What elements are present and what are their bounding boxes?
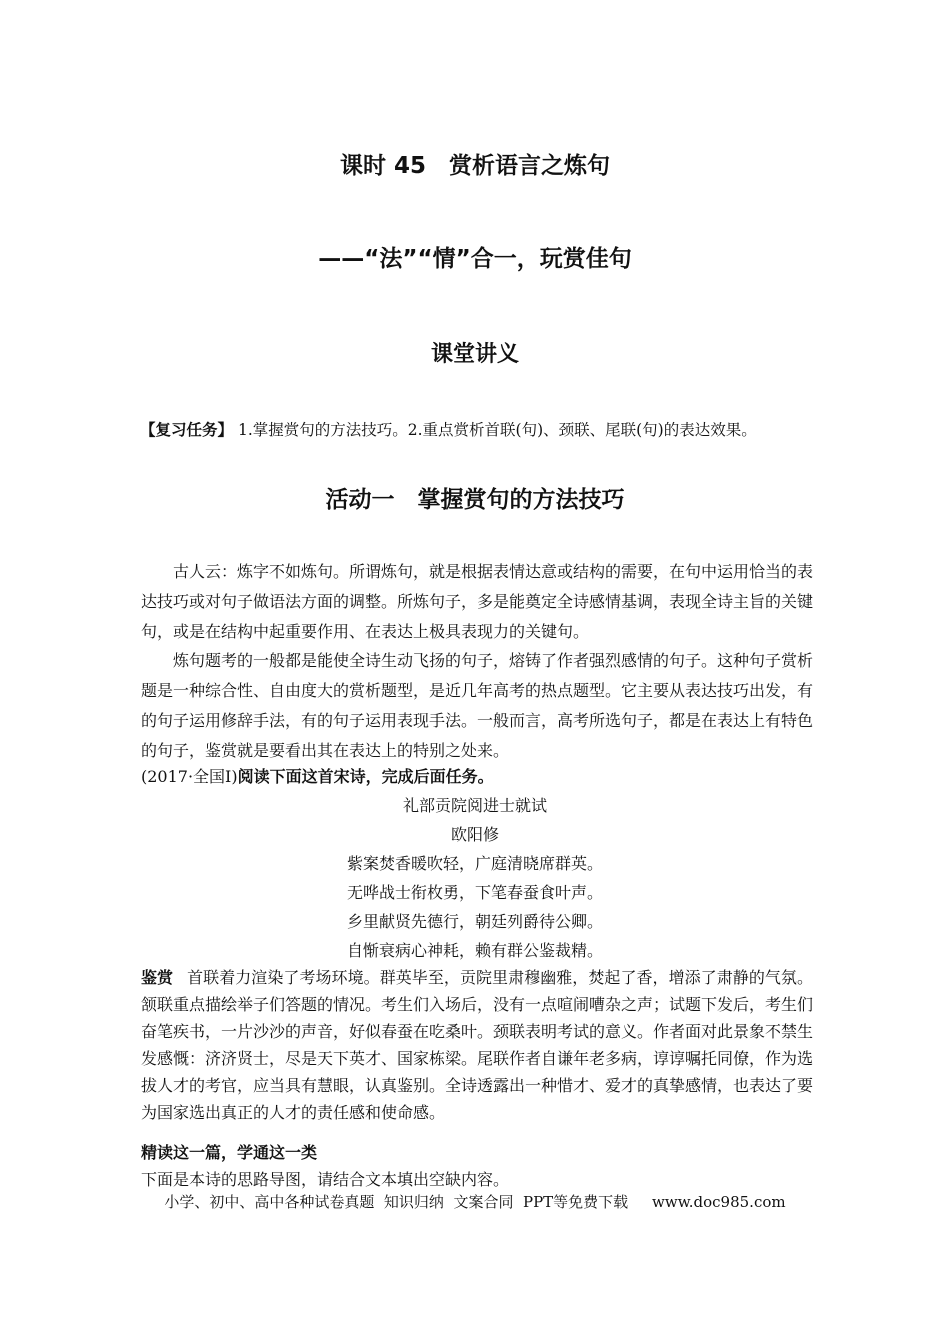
poem-line: 自惭衰病心神耗，赖有群公鉴裁精。 (346, 941, 603, 960)
poem-author: 欧阳修 (450, 825, 499, 844)
activity-title: 活动一 掌握赏句的方法技巧 (325, 487, 625, 513)
intro-paragraph-1: 古人云：炼字不如炼句。所谓炼句，就是根据表情达意或结构的需要，在句中运用恰当的表达技巧或对句子做语法方面的调整。所炼句子，多是能奠定全诗感情基调，表现全诗主旨的关键句，或是在结构中起重要作用、在表达上极具表现力的关键句。 (141, 562, 814, 641)
source-text: 阅读下面这首宋诗，完成后面任务。 (237, 767, 494, 786)
lesson-title: 课时 45 赏析语言之炼句 (339, 153, 610, 179)
review-task (140, 418, 757, 440)
poem-title: 礼部贡院阅进士就试 (402, 796, 547, 815)
poem-line: 乡里献贤先德行，朝廷列爵待公卿。 (346, 912, 603, 931)
lesson-subtitle: ——“法”“情”合一，玩赏佳句 (318, 246, 632, 272)
review-task-text: 1.掌握赏句的方法技巧。2.重点赏析首联(句)、颈联、尾联(句)的表达效果。 (237, 421, 757, 439)
footer-link[interactable]: 小学、初中、高中各种试卷真题 知识归纳 文案合同 PPT等免费下载 www.doc985.com (164, 1193, 786, 1211)
source-prefix: (2017·全国Ⅰ) (141, 767, 238, 786)
poem-line: 紫案焚香暖吹轻，广庭清晓席群英。 (346, 854, 603, 873)
intro-paragraph-2: 炼句题考的一般都是能使全诗生动飞扬的句子，熔铸了作者强烈感情的句子。这种句子赏析题是一种综合性、自由度大的赏析题型，是近几年高考的热点题型。它主要从表达技巧出发，有的句子运用修辞手法，有的句子运用表现手法。一般而言，高考所选句子，都是在表达上有特色的句子，鉴赏就是要看出其在表达上的特别之处来。 (141, 651, 814, 760)
review-task-label: 【复习任务】 (140, 421, 234, 439)
poem-line: 无哗战士衔枚勇，下笔春蚕食叶声。 (346, 883, 603, 902)
closing-instruction: 下面是本诗的思路导图，请结合文本填出空缺内容。 (141, 1170, 510, 1189)
closing-heading: 精读这一篇，学通这一类 (141, 1143, 318, 1162)
question-source (141, 764, 494, 787)
appreciation-paragraph (141, 964, 813, 1126)
appreciation-text: 首联着力渲染了考场环境。群英毕至，贡院里肃穆幽雅，焚起了香，增添了肃静的气氛。颔联重点描绘举子们答题的情况。考生们入场后，没有一点喧闹嘈杂之声；试题下发后，考生们奋笔疾书，一片沙沙的声音，好似春蚕在吃桑叶。颈联表明考试的意义。作者面对此景象不禁生发感慨：济济贤士，尽是天下英才、国家栋梁。尾联作者自谦年老多病，谆谆嘱托同僚，作为选拔人才的考官，应当具有慧眼，认真鉴别。全诗透露出一种惜才、爱才的真挚感情，也表达了要为国家选出真正的人才的责任感和使命感。 (141, 968, 814, 1122)
section-title: 课堂讲义 (430, 342, 519, 367)
appreciation-label: 鉴赏 (141, 968, 174, 987)
